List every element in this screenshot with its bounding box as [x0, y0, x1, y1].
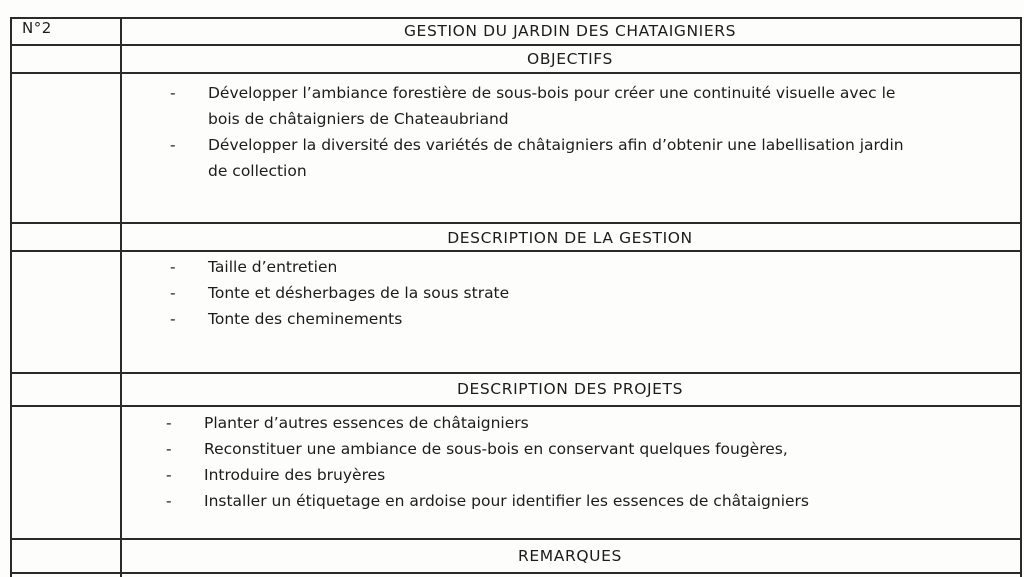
table-divider-management-heading: [10, 250, 1022, 252]
list-item-text: Tonte des cheminements: [208, 310, 403, 328]
sheet-title: GESTION DU JARDIN DES CHATAIGNIERS: [403, 22, 737, 40]
list-item-text: Reconstituer une ambiance de sous-bois en conservant quelques fougères,: [204, 440, 788, 458]
management-heading: DESCRIPTION DE LA GESTION: [447, 229, 693, 247]
projects-heading: DESCRIPTION DES PROJETS: [456, 380, 684, 398]
remarks-heading: REMARQUES: [518, 547, 622, 565]
bullet-dash: -: [166, 466, 172, 484]
table-border-left: [10, 17, 12, 577]
table-border-top: [10, 17, 1022, 19]
table-divider-remarks-heading: [10, 572, 1022, 574]
bullet-dash: -: [170, 84, 176, 102]
bullet-dash: -: [170, 284, 176, 302]
objectives-heading: OBJECTIFS: [527, 50, 613, 68]
list-item-text: Développer la diversité des variétés de châtaigniers afin d’obtenir une labellisation jardin: [208, 136, 904, 154]
table-divider-title: [10, 44, 1022, 46]
table-divider-projects-end: [10, 538, 1022, 540]
bullet-dash: -: [170, 258, 176, 276]
bullet-dash: -: [170, 136, 176, 154]
list-item-text: Introduire des bruyères: [204, 466, 386, 484]
list-item-text: Développer l’ambiance forestière de sous-bois pour créer une continuité visuelle avec le: [208, 84, 896, 102]
list-item: [170, 280, 509, 306]
list-item-continuation: [170, 106, 904, 132]
list-item: [166, 410, 809, 436]
bullet-dash: -: [166, 440, 172, 458]
list-item: [170, 254, 509, 280]
bullet-dash: -: [166, 414, 172, 432]
table-divider-management-end: [10, 372, 1022, 374]
table-divider-objectives-end: [10, 222, 1022, 224]
projects-list: [166, 410, 809, 514]
list-item: [166, 488, 809, 514]
list-item-text: Planter d’autres essences de châtaigniers: [204, 414, 529, 432]
list-item: [166, 462, 809, 488]
bullet-dash: -: [166, 492, 172, 510]
list-item: [166, 436, 809, 462]
table-column-divider: [120, 17, 122, 577]
table-divider-objectives-heading: [10, 72, 1022, 74]
list-item-text: Taille d’entretien: [208, 258, 338, 276]
bullet-dash: -: [170, 310, 176, 328]
list-item: [170, 132, 904, 158]
list-item: [170, 80, 904, 106]
list-item-continuation: [170, 158, 904, 184]
list-item-text: Tonte et désherbages de la sous strate: [208, 284, 510, 302]
list-item-text: Installer un étiquetage en ardoise pour identifier les essences de châtaigniers: [204, 492, 809, 510]
table-divider-projects-heading: [10, 405, 1022, 407]
management-list: [170, 254, 509, 332]
objectives-list: [170, 80, 904, 184]
table-border-right: [1020, 17, 1022, 577]
sheet-number: N°2: [22, 19, 52, 37]
list-item-text: de collection: [208, 162, 307, 180]
list-item-text: bois de châtaigniers de Chateaubriand: [208, 110, 509, 128]
list-item: [170, 306, 509, 332]
